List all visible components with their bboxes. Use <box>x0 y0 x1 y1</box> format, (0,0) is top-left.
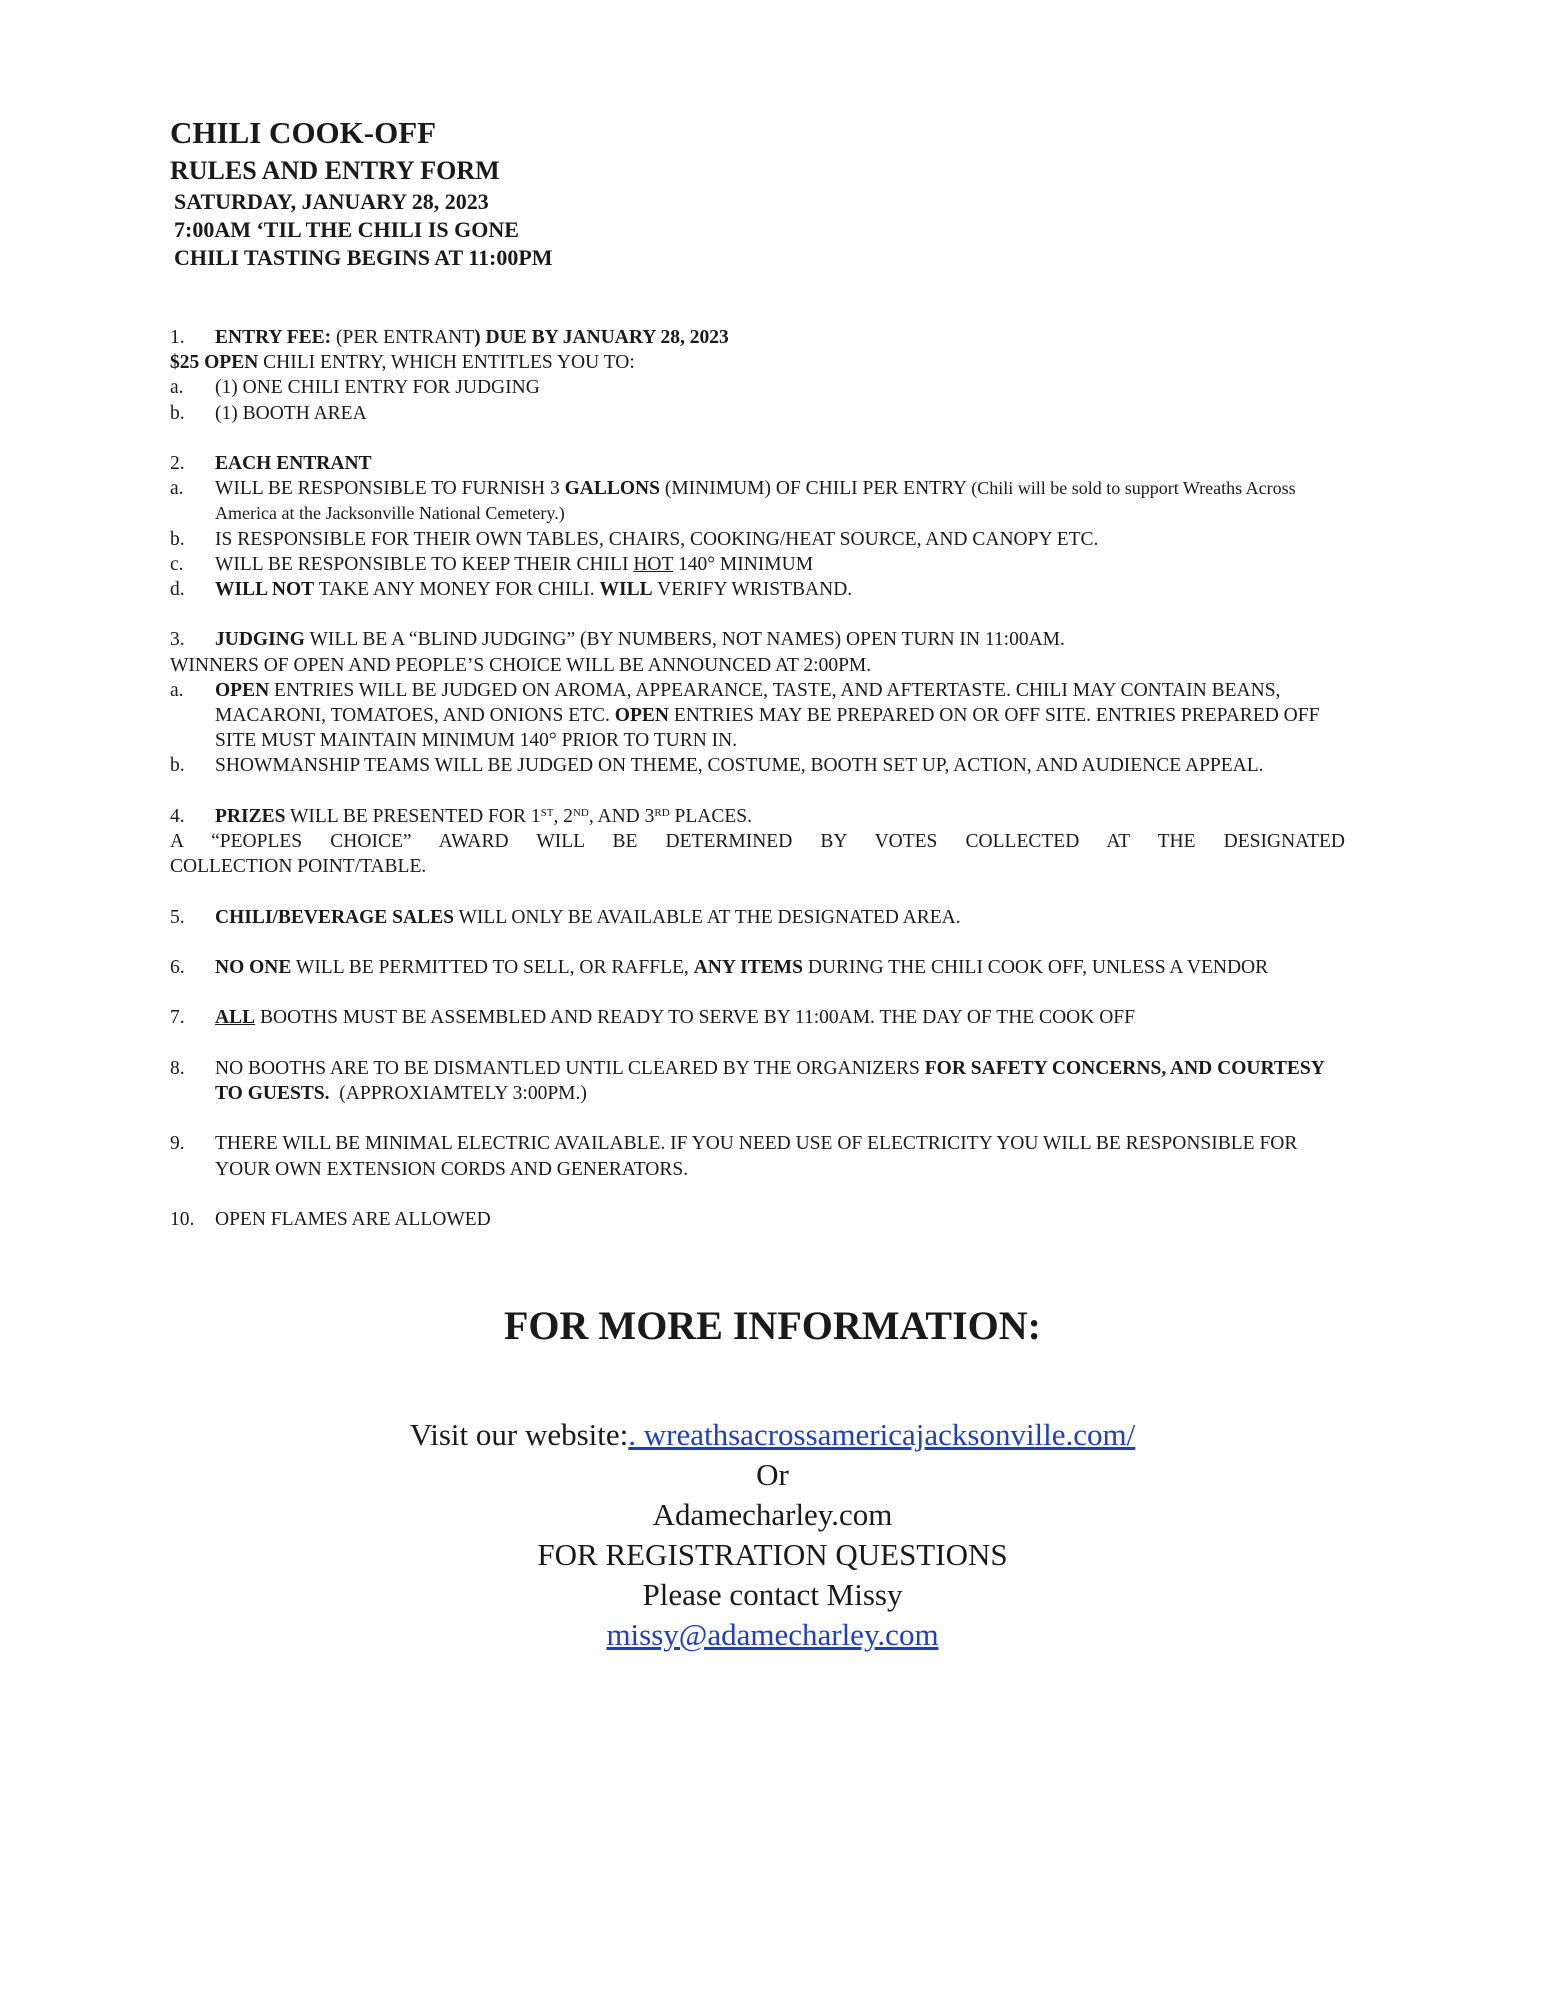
rule-1: 1. ENTRY FEE: (PER ENTRANT) DUE BY JANUARY 28, 2023 $25 OPEN CHILI ENTRY, WHICH ENTITLES YOU TO: a. (1) ONE CHILI ENTRY FOR JUDGING b. (1) BOOTH AREA <box>170 325 1345 426</box>
sub-item: a. OPEN ENTRIES WILL BE JUDGED ON AROMA, APPEARANCE, TASTE, AND AFTERTASTE. CHILI MAY CONTAIN BEANS, MACARONI, TOMATOES, AND ONIONS ETC. OPEN ENTRIES MAY BE PREPARED ON OR OFF SITE. ENTRIES PREPARED OFF SITE MUST MAINTAIN MINIMUM 140° PRIOR TO TURN IN. <box>170 679 1320 752</box>
rule-4: 4. PRIZES WILL BE PRESENTED FOR 1ST, 2ND, AND 3RD PLACES. A “PEOPLES CHOICE” AWARD WILL BE DETERMINED BY VOTES COLLECTED AT THE DESIGNATED COLLECTION POINT/TABLE. <box>170 805 1345 878</box>
rule-number: 9. <box>170 1133 185 1155</box>
rule-number: 10. <box>170 1208 195 1230</box>
secondary-site: Adamecharley.com <box>652 1497 893 1532</box>
rule-number: 6. <box>170 957 185 978</box>
event-date: SATURDAY, JANUARY 28, 2023 <box>174 189 489 214</box>
rule-lead: CHILI/BEVERAGE SALES <box>215 906 454 928</box>
rule-7: 7. ALL BOOTHS MUST BE ASSEMBLED AND READY TO SERVE BY 11:00AM. THE DAY OF THE COOK OFF <box>170 1005 1345 1030</box>
registration-heading: FOR REGISTRATION QUESTIONS <box>537 1537 1008 1572</box>
sub-item: b. SHOWMANSHIP TEAMS WILL BE JUDGED ON THEME, COSTUME, BOOTH SET UP, ACTION, AND AUDIENCE APPEAL. <box>170 755 1264 777</box>
rule-number: 5. <box>170 906 185 928</box>
rule-number: 8. <box>170 1057 185 1079</box>
or-text: Or <box>756 1457 789 1492</box>
rule-number: 4. <box>170 805 185 827</box>
rule-lead: PRIZES <box>215 805 286 827</box>
rule-number: 2. <box>170 453 185 474</box>
tasting-time: CHILI TASTING BEGINS AT 11:00PM <box>174 245 553 270</box>
email-link[interactable]: missy@adamecharley.com <box>606 1617 939 1652</box>
sub-item: c. WILL BE RESPONSIBLE TO KEEP THEIR CHILI HOT 140° MINIMUM <box>170 553 814 575</box>
event-time: 7:00AM ‘TIL THE CHILI IS GONE <box>174 217 519 242</box>
sub-item: d. WILL NOT TAKE ANY MONEY FOR CHILI. WILL VERIFY WRISTBAND. <box>170 579 853 601</box>
rule-number: 7. <box>170 1007 185 1029</box>
rule-5: 5. CHILI/BEVERAGE SALES WILL ONLY BE AVAILABLE AT THE DESIGNATED AREA. <box>170 905 1345 930</box>
rules-list <box>170 325 1345 1257</box>
rule-number: 3. <box>170 629 185 651</box>
rule-lead: NO ONE <box>215 957 292 978</box>
entry-fee: $25 OPEN <box>170 352 259 374</box>
rule-6: 6. NO ONE WILL BE PERMITTED TO SELL, OR RAFFLE, ANY ITEMS DURING THE CHILI COOK OFF, UNLESS A VENDOR <box>170 955 1345 980</box>
contact-block <box>0 1415 1545 1655</box>
sub-item: a. (1) ONE CHILI ENTRY FOR JUDGING <box>170 377 540 399</box>
rule-lead: EACH ENTRANT <box>215 453 372 474</box>
rule-2 <box>170 451 1345 602</box>
sub-item: b. IS RESPONSIBLE FOR THEIR OWN TABLES, CHAIRS, COOKING/HEAT SOURCE, AND CANOPY ETC. <box>170 528 1099 550</box>
rule-lead: ALL <box>215 1007 256 1029</box>
page-subtitle: RULES AND ENTRY FORM <box>170 156 500 185</box>
website-label: Visit our website: <box>409 1417 629 1452</box>
contact-text: Please contact Missy <box>642 1577 903 1612</box>
website-link[interactable]: . wreathsacrossamericajacksonville.com/ <box>628 1417 1136 1452</box>
rule-9: 9. THERE WILL BE MINIMAL ELECTRIC AVAILABLE. IF YOU NEED USE OF ELECTRICITY YOU WILL BE RESPONSIBLE FOR YOUR OWN EXTENSION CORDS AND GENERATORS. <box>170 1131 1345 1181</box>
page-title: CHILI COOK-OFF <box>170 115 437 150</box>
header-block <box>170 112 553 272</box>
more-info-heading: FOR MORE INFORMATION: <box>504 1303 1041 1348</box>
sub-item: a. WILL BE RESPONSIBLE TO FURNISH 3 GALLONS (MINIMUM) OF CHILI PER ENTRY (Chili will be sold to support Wreaths Across America at the Jacksonville National Cemetery.) <box>170 478 1296 524</box>
rule-lead: ENTRY FEE: <box>215 327 332 348</box>
rule-number: 1. <box>170 327 185 348</box>
rule-8: 8. NO BOOTHS ARE TO BE DISMANTLED UNTIL CLEARED BY THE ORGANIZERS FOR SAFETY CONCERNS, AND COURTESY TO GUESTS. (APPROXIAMTELY 3:00PM.) <box>170 1056 1345 1106</box>
rule-lead: JUDGING <box>215 629 305 651</box>
sub-item: b. (1) BOOTH AREA <box>170 402 367 424</box>
rule-10: 10. OPEN FLAMES ARE ALLOWED <box>170 1207 1345 1232</box>
rule-3: 3. JUDGING WILL BE A “BLIND JUDGING” (BY NUMBERS, NOT NAMES) OPEN TURN IN 11:00AM. WINNERS OF OPEN AND PEOPLE’S CHOICE WILL BE ANNOUNCED AT 2:00PM. a. OPEN ENTRIES WILL BE JUDGED ON AROMA, APPEARANCE, TASTE, AND AFTERTASTE. CHILI MAY CONTAIN BEANS, MACARONI, TOMATOES, AND ONIONS ETC. OPEN ENTRIES MAY BE PREPARED ON OR OFF SITE. ENTRIES PREPARED OFF SITE MUST MAINTAIN MINIMUM 140° PRIOR TO TURN IN. b. SHOWMANSHIP TEAMS WILL BE JUDGED ON THEME, COSTUME, BOOTH SET UP, ACTION, AND AUDIENCE APPEAL. <box>170 627 1345 778</box>
